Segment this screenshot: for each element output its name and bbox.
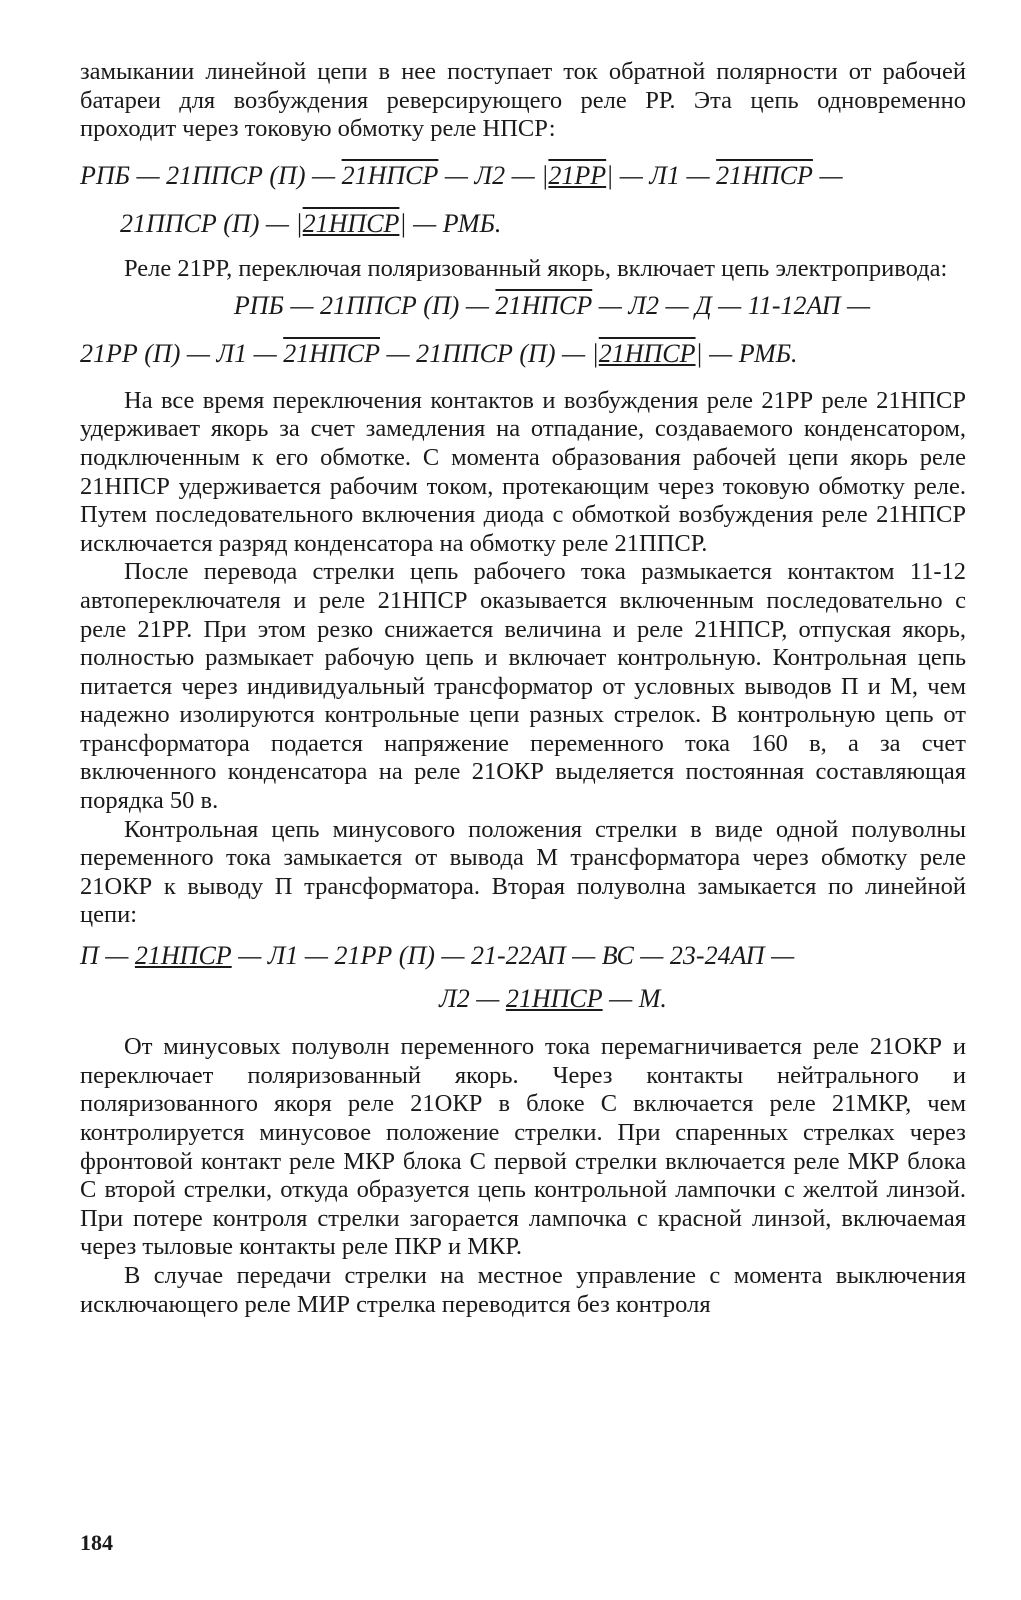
formula-text: РПБ — 21ППСР (П) —: [233, 290, 496, 320]
page-number: 184: [80, 1530, 113, 1555]
formula-term: 21НПСР: [716, 160, 813, 190]
formula-term: 21НПСР: [134, 941, 232, 971]
formula-term: 21НПСР: [341, 160, 439, 190]
formula-term: 21НПСР: [598, 339, 696, 369]
formula-1-line-1: [80, 162, 966, 191]
formula-1-line-2: [80, 210, 966, 239]
formula-term: 21НПСР: [505, 983, 603, 1013]
formula-text: РПБ — 21ППСР (П) —: [80, 160, 342, 190]
formula-text: | — РМБ.: [399, 209, 502, 239]
formula-term: 21НПСР: [302, 209, 400, 239]
formula-text: — М.: [602, 983, 667, 1013]
paragraph-3: На все время переключения контактов и возбуждения реле 21РР реле 21НПСР удерживает якорь за счет замедления на отпадание, создаваемого конденсатором, подключенным к его обмотке. С момента образования рабочей цепи якорь реле 21НПСР удерживается рабочим током, протекающим через токовую обмотку реле. Путем последовательного включения диода с обмоткой возбуждения реле 21НПСР исключается разряд конденсатора на обмотку реле 21ППСР.: [80, 386, 966, 557]
formula-term: 21НПСР: [283, 339, 380, 369]
paragraph-2: Реле 21РР, переключая поляризованный якорь, включает цепь электропривода:: [124, 254, 948, 282]
formula-term: 21НПСР: [495, 290, 593, 320]
formula-3-line-2: [80, 985, 966, 1014]
formula-text: —: [812, 160, 843, 190]
formula-text: Л2 —: [439, 983, 506, 1013]
formula-text: — 21ППСР (П) — |: [379, 339, 599, 369]
formula-text: П —: [80, 941, 135, 971]
formula-text: — Л1 — 21РР (П) — 21-22АП — ВС — 23-24АП —: [231, 941, 795, 971]
page-body: [80, 58, 966, 1319]
paragraph-7: В случае передачи стрелки на местное управление с момента выключения исключающего реле МИР стрелка переводится без контроля: [80, 1261, 966, 1318]
formula-text: — Л2 — Д — 11-12АП —: [592, 290, 871, 320]
formula-text: 21РР (П) — Л1 —: [80, 339, 284, 369]
formula-text: | — РМБ.: [695, 339, 798, 369]
paragraph-1: замыкании линейной цепи в нее поступает ток обратной полярности от рабочей батареи для возбуждения реверсирующего реле РР. Эта цепь одновременно проходит через токовую обмотку реле НПСР:: [80, 58, 966, 143]
formula-text: — Л2 — |: [438, 160, 549, 190]
paragraph-6: От минусовых полуволн переменного тока перемагничивается реле 21ОКР и переключает поляризованный якорь. Через контакты нейтрального и поляризованного якоря реле 21ОКР в блоке С включается реле 21МКР, чем контролируется минусовое положение стрелки. При спаренных стрелках через фронтовой контакт реле МКР блока С первой стрелки включается реле МКР блока С второй стрелки, откуда образуется цепь контрольной лампочки с желтой линзой. При потере контроля стрелки загорается лампочка с красной линзой, включаемая через тыловые контакты реле ПКР и МКР.: [80, 1033, 966, 1261]
paragraph-4: После перевода стрелки цепь рабочего тока размыкается контактом 11-12 автопереключателя и реле 21НПСР оказывается включенным последовательно с реле 21РР. При этом резко снижается величина и реле 21НПСР, отпуская якорь, полностью размыкает рабочую цепь и включает контрольную. Контрольная цепь питается через индивидуальный трансформатор от условных выводов П и М, чем надежно изолируются контрольные цепи разных стрелок. В контрольную цепь от трансформатора подается напряжение переменного тока 160 в, а за счет включенного конденсатора на реле 21ОКР выделяется постоянная составляющая порядка 50 в.: [80, 558, 966, 815]
paragraph-5: Контрольная цепь минусового положения стрелки в виде одной полуволны переменного тока замыкается от вывода М трансформатора через обмотку реле 21ОКР к выводу П трансформатора. Вторая полуволна замыкается по линейной цепи:: [80, 815, 966, 929]
formula-term: 21РР: [548, 160, 607, 190]
formula-3-line-1: [80, 942, 966, 971]
formula-text: | — Л1 —: [606, 160, 717, 190]
formula-2-line-2: [80, 340, 966, 369]
formula-text: 21ППСР (П) — |: [120, 209, 303, 239]
formula-2-line-1: [80, 292, 966, 321]
